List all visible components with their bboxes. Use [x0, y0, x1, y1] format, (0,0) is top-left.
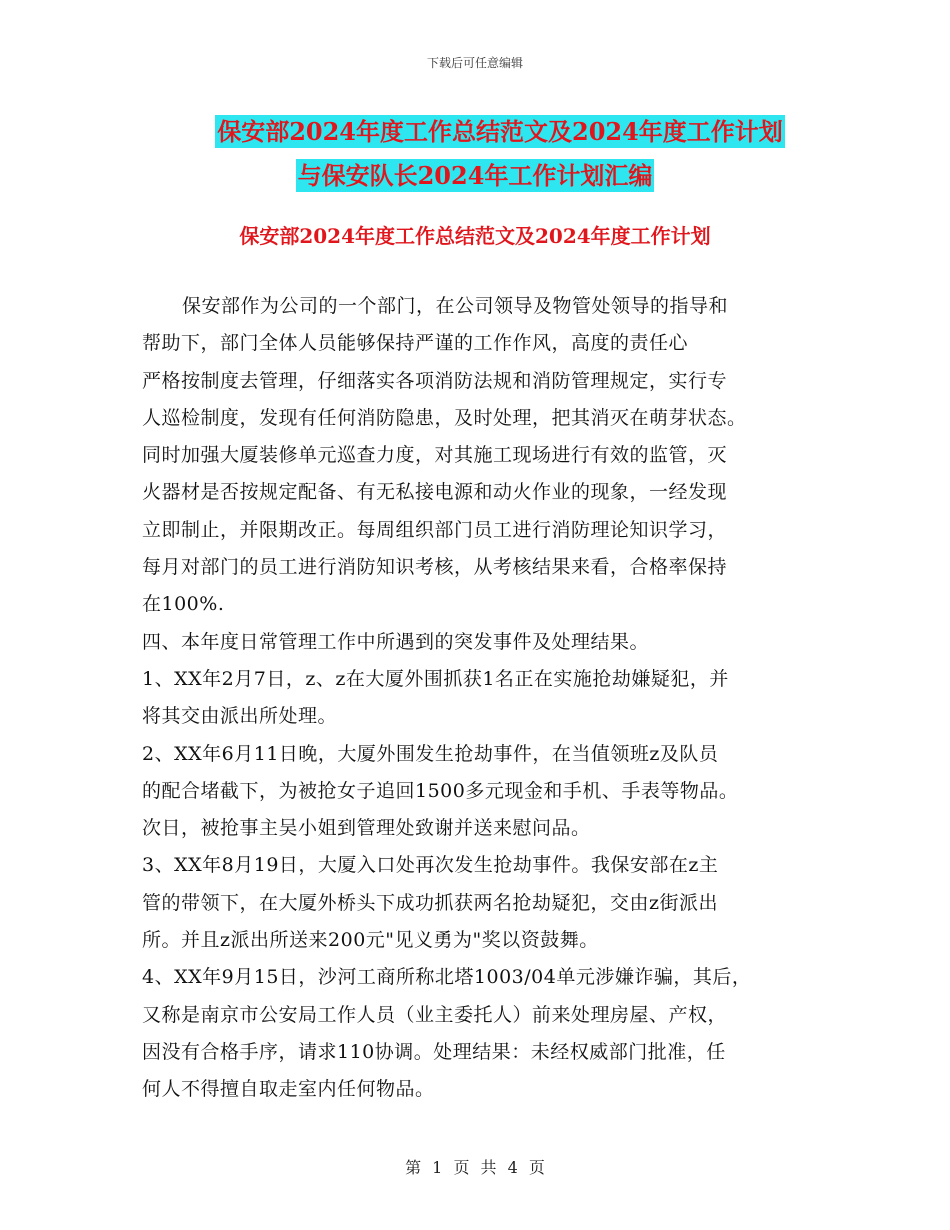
text-line: 4、XX年9月15日，沙河工商所称北塔1003/04单元涉嫌诈骗，其后， — [142, 966, 752, 989]
text-line: 又称是南京市公安局工作人员（业主委托人）前来处理房屋、产权， — [142, 1003, 728, 1026]
text-line: 1、XX年2月7日，z、z在大厦外围抓获1名正在实施抢劫嫌疑犯，并 — [142, 667, 729, 690]
text-line: 因没有合格手序，请求110协调。处理结果：未经权威部门批准，任 — [142, 1040, 726, 1063]
main-title — [0, 110, 950, 198]
text-line: 管的带领下，在大厦外桥头下成功抓获两名抢劫疑犯，交由z街派出 — [142, 891, 719, 914]
text-line: 火器材是否按规定配备、有无私接电源和动火作业的现象，一经发现 — [142, 481, 728, 504]
body-text — [142, 288, 822, 1109]
text-line: 3、XX年8月19日，大厦入口处再次发生抢劫事件。我保安部在z主 — [142, 854, 719, 877]
text-line: 次日，被抢事主吴小姐到管理处致谢并送来慰问品。 — [142, 817, 591, 840]
text-line: 的配合堵截下，为被抢女子追回1500多元现金和手机、手表等物品。 — [142, 779, 739, 802]
main-title-line-2: 与保安队长2024年工作计划汇编 — [297, 161, 653, 190]
main-title-line-1: 保安部2024年度工作总结范文及2024年度工作计划 — [217, 117, 783, 146]
text-line: 帮助下，部门全体人员能够保持严谨的工作作风，高度的责任心 — [142, 332, 689, 355]
header-note: 下载后可任意编辑 — [426, 56, 523, 70]
text-line: 立即制止，并限期改正。每周组织部门员工进行消防理论知识学习， — [142, 518, 728, 541]
text-line: 每月对部门的员工进行消防知识考核，从考核结果来看，合格率保持 — [142, 556, 728, 579]
text-line: 人巡检制度，发现有任何消防隐患，及时处理，把其消灭在萌芽状态。 — [142, 406, 747, 429]
text-line: 同时加强大厦装修单元巡查力度，对其施工现场进行有效的监管，灭 — [142, 444, 728, 467]
text-line: 何人不得擅自取走室内任何物品。 — [142, 1078, 435, 1101]
page-number: 第 1 页 共 4 页 — [405, 1158, 545, 1177]
text-line: 严格按制度去管理，仔细落实各项消防法规和消防管理规定，实行专 — [142, 369, 728, 392]
text-line: 保安部作为公司的一个部门，在公司领导及物管处领导的指导和 — [182, 295, 729, 317]
section-heading: 保安部2024年度工作总结范文及2024年度工作计划 — [239, 224, 711, 248]
text-line: 在100%. — [142, 593, 225, 616]
text-line: 四、本年度日常管理工作中所遇到的突发事件及处理结果。 — [142, 630, 650, 653]
text-line: 2、XX年6月11日晚，大厦外围发生抢劫事件，在当值领班z及队员 — [142, 742, 719, 765]
text-line: 所。并且z派出所送来200元"见义勇为"奖以资鼓舞。 — [142, 929, 599, 952]
text-line: 将其交由派出所处理。 — [142, 705, 338, 728]
